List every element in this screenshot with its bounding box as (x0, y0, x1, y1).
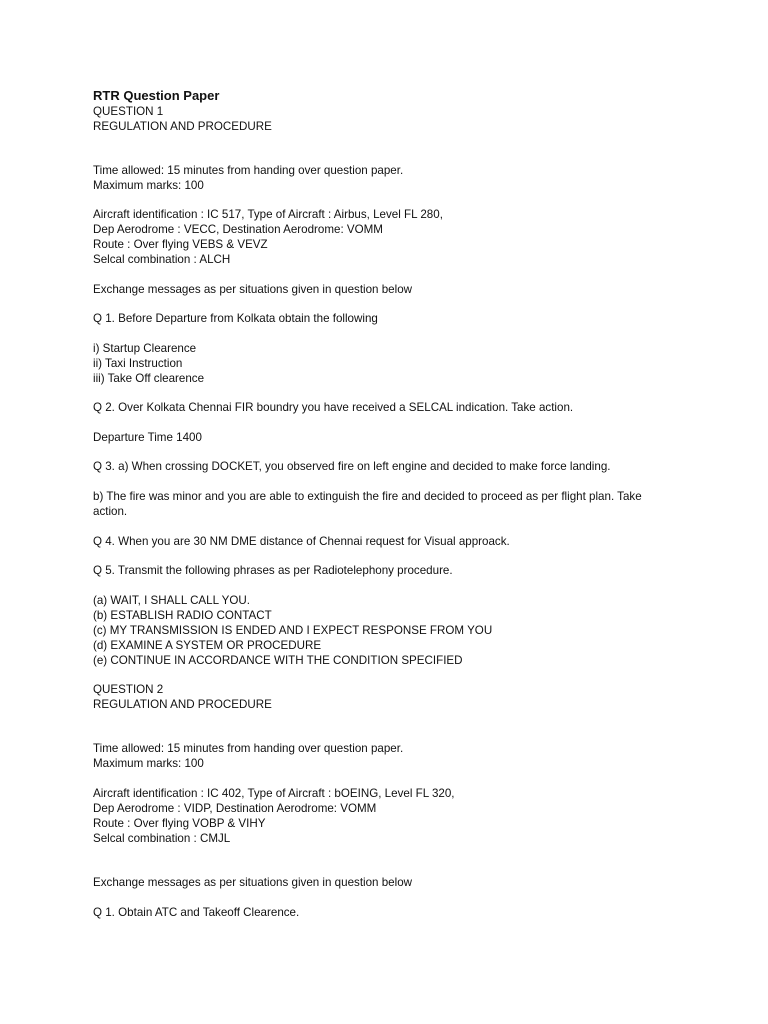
question-2-heading: QUESTION 2 (93, 683, 164, 696)
question-1-item-5-phrase-a: (a) WAIT, I SHALL CALL YOU. (93, 594, 250, 607)
question-1-item-5-phrase-b: (b) ESTABLISH RADIO CONTACT (93, 609, 272, 622)
question-1-item-1-subitem-i: i) Startup Clearence (93, 342, 197, 355)
question-1-heading: QUESTION 1 (93, 105, 164, 118)
question-1-departure-time: Departure Time 1400 (93, 431, 202, 444)
question-2-aircraft-identification: Aircraft identification : IC 402, Type of Aircraft : bOEING, Level FL 320, (93, 787, 455, 800)
question-1-selcal: Selcal combination : ALCH (93, 253, 231, 266)
question-1-route: Route : Over flying VEBS & VEVZ (93, 238, 268, 251)
question-1-maximum-marks: Maximum marks: 100 (93, 179, 204, 192)
question-1-item-3-b-line-2: action. (93, 505, 128, 518)
question-1-item-1: Q 1. Before Departure from Kolkata obtain the following (93, 312, 378, 325)
question-1-subject: REGULATION AND PROCEDURE (93, 120, 272, 133)
question-1-item-5: Q 5. Transmit the following phrases as per Radiotelephony procedure. (93, 564, 453, 577)
question-1-item-2: Q 2. Over Kolkata Chennai FIR boundry you have received a SELCAL indication. Take action. (93, 401, 574, 414)
question-2-exchange-instruction: Exchange messages as per situations given in question below (93, 876, 413, 889)
question-2-subject: REGULATION AND PROCEDURE (93, 698, 272, 711)
question-1-item-3-a: Q 3. a) When crossing DOCKET, you observed fire on left engine and decided to make force landing. (93, 460, 611, 473)
question-1-item-1-subitem-ii: ii) Taxi Instruction (93, 357, 183, 370)
question-1-item-1-subitem-iii: iii) Take Off clearence (93, 372, 205, 385)
question-1-item-3-b-line-1: b) The fire was minor and you are able to extinguish the fire and decided to proceed as per flight plan. Take (93, 490, 642, 503)
question-2-time-allowed: Time allowed: 15 minutes from handing over question paper. (93, 742, 404, 755)
question-1-item-5-phrase-e: (e) CONTINUE IN ACCORDANCE WITH THE CONDITION SPECIFIED (93, 654, 463, 667)
question-2-aerodromes: Dep Aerodrome : VIDP, Destination Aerodrome: VOMM (93, 802, 377, 815)
question-2-item-1: Q 1. Obtain ATC and Takeoff Clearence. (93, 906, 300, 919)
question-1-item-5-phrase-c: (c) MY TRANSMISSION IS ENDED AND I EXPECT RESPONSE FROM YOU (93, 624, 493, 637)
question-1-exchange-instruction: Exchange messages as per situations given in question below (93, 283, 413, 296)
question-2-maximum-marks: Maximum marks: 100 (93, 757, 204, 770)
question-2-route: Route : Over flying VOBP & VIHY (93, 817, 266, 830)
question-1-aerodromes: Dep Aerodrome : VECC, Destination Aerodrome: VOMM (93, 223, 383, 236)
question-1-item-4: Q 4. When you are 30 NM DME distance of Chennai request for Visual approack. (93, 535, 510, 548)
document-title: RTR Question Paper (93, 88, 220, 103)
question-1-aircraft-identification: Aircraft identification : IC 517, Type of Aircraft : Airbus, Level FL 280, (93, 208, 443, 221)
question-1-time-allowed: Time allowed: 15 minutes from handing over question paper. (93, 164, 404, 177)
question-1-item-5-phrase-d: (d) EXAMINE A SYSTEM OR PROCEDURE (93, 639, 322, 652)
question-2-selcal: Selcal combination : CMJL (93, 832, 231, 845)
